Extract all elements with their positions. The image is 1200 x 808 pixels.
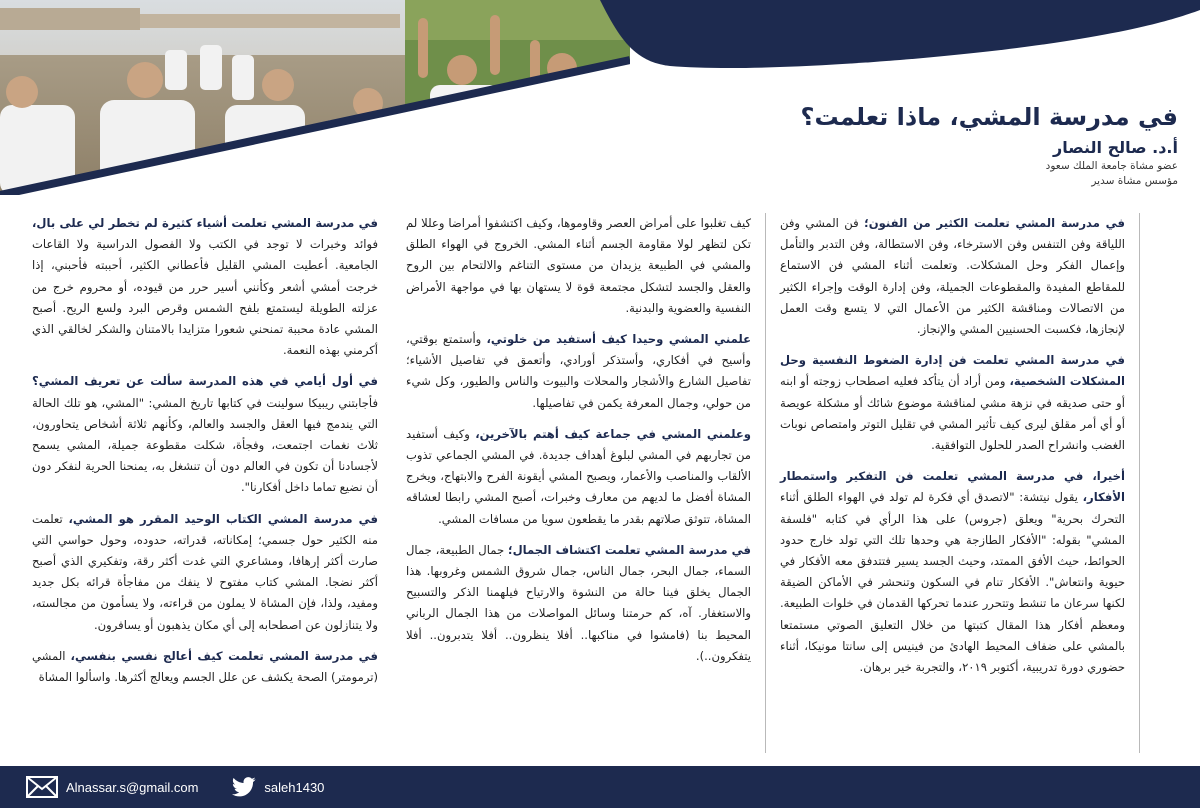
paragraph-text: تعلمت منه الكثير حول جسمي؛ إمكاناته، قدراته، حدوده، وحول حواسي التي صارت أكثر إرهافا، ومشاعري التي غدت أكثر رقة، وتفكيري الذي أصبح أكثر نضجا. المشي كتاب مفتوح لا ينفك من مفاجأة قرائه بكل جديد ومفيد، ولذا، فإن المشاة لا يملون من قراءته، ولا يسأمون من مجالسته، ولا يتنازلون عن اصطحابه إلى أي مكان يذهبون أو يسافرون. (32, 511, 378, 632)
paragraph-lead: في مدرسة المشي تعلمت كيف أعالج نفسي بنفسي، (70, 648, 378, 663)
footer-bar (0, 766, 1200, 808)
paragraph (406, 329, 751, 414)
paragraph (780, 213, 1125, 340)
paragraph (32, 371, 378, 498)
footer-email[interactable] (26, 776, 198, 798)
paragraph (406, 540, 751, 667)
paragraph (32, 646, 378, 688)
article-columns (18, 213, 1182, 753)
paragraph-text: وأستمتع بوقتي، وأسيح في أفكاري، وأستذكر أورادي، وأتعمق في تفاصيل الأشياء؛ تفاصيل الشارع والأشجار والمحلات والبيوت والناس والطيور، وكل شيء من حولي، وجمال المعرفة يكمن في تفاصيلها. (406, 332, 751, 410)
paragraph-lead: علمني المشي وحيدا كيف أستفيد من خلوتي، (486, 332, 751, 347)
paragraph-lead: في مدرسة المشي تعلمت أشياء كثيرة لم تخطر لي على بال، (32, 216, 378, 230)
column-left (766, 213, 1140, 753)
footer-twitter[interactable] (232, 777, 324, 797)
column-right (18, 213, 392, 753)
author-affiliation-2: مؤسس مشاة سدير (1091, 175, 1178, 187)
paragraph-text: وكيف أستفيد من تجاربهم في المشي لبلوغ أهداف جديدة. في المشي الجماعي تذوب الألقاب والمناصب والأعمار، ويصبح المشي أيقونة الفرح والابتهاج، ويخرج المشاة أفضل ما لديهم من معارف وخبرات، أصبح المشي رابطا لعشاقه المشاة، تتوثق صلاتهم بقدر ما يقطعون سويا من مسافات المشي. (406, 426, 751, 526)
paragraph-lead: في مدرسة المشي تعلمت فن إدارة الضغوط النفسية وحل المشكلات الشخصية، (780, 353, 1126, 389)
paragraph-lead: في أول أيامي في هذه المدرسة سألت عن تعريف المشي؟ (32, 374, 378, 389)
twitter-handle[interactable]: saleh1430 (264, 779, 325, 795)
paragraph-text: ومن أراد أن يتأكد فعليه اصطحاب زوجته أو ابنه أو حتى صديقه في نزهة مشي لمناقشة موضوع شائك أو مشكلة عويصة أو أي أمر مقلق ليرى كيف تأثير المشي في تقليل التوتر وامتصاص نوبات الغضب وانشراح الصدر للحلول التوافقية. (780, 374, 1125, 453)
paragraph-text: المشي (ترمومتر) الصحة يكشف عن علل الجسم ويعالج أكثرها. واسألوا المشاة (32, 648, 378, 685)
paragraph-lead: في مدرسة المشي الكتاب الوحيد المقرر هو المشي، (68, 511, 378, 526)
author-affiliation-1: عضو مشاة جامعة الملك سعود (1045, 160, 1178, 172)
paragraph (406, 213, 751, 319)
email-text[interactable]: Alnassar.s@gmail.com (66, 779, 199, 795)
header-photo (0, 0, 630, 195)
paragraph (32, 213, 378, 361)
paragraph-text: فوائد وخبرات لا توجد في الكتب ولا الفصول الدراسية ولا القاعات الجامعية. أعطيت المشي القليل فأعطاني الكثير، أحببته فأحبني، إذا خرجت أمشي أشعر وكأنني أسير حرر من قيوده، أو محروم خرج من عزلته الطويلة ليستمتع بلفح الشمس وقرص البرد ولسع الريح. أصبح المشي عادة محببة تمنحني شعورا متزايدا بالامتنان والشكر لخالقي الذي أكرمني بهذه النعمة. (32, 237, 378, 358)
paragraph-lead: وعلمني المشي في جماعة كيف أهتم بالآخرين، (475, 426, 751, 441)
paragraph (406, 424, 751, 530)
author-name: أ.د. صالح النصار (1052, 138, 1178, 157)
paragraph (32, 509, 378, 636)
twitter-bird-icon (232, 777, 256, 797)
title-block (658, 100, 1178, 189)
envelope-icon (26, 776, 58, 798)
paragraph-lead: في مدرسة المشي تعلمت اكتشاف الجمال؛ (507, 542, 751, 557)
paragraph-lead: أخيرا، في مدرسة المشي تعلمت فن التفكير واستمطار الأفكار، (780, 469, 1125, 505)
paragraph-lead: في مدرسة المشي تعلمت الكثير من الفنون؛ (864, 216, 1125, 230)
paragraph-text: فأجابتني ريبيكا سولينت في كتابها تاريخ المشي: "المشي، هو تلك الحالة التي يندمج فيها العقل والجسد والعالم، وكأنهم ثلاثة أشخاص يتحاورون، ثلاث نغمات اجتمعت، وفجأة، شكلت مقطوعة جميلة، المشي يسمح لأجسادنا أن تكون في العالم دون أن تنشغل به، يمنحنا الحرية لنفكر دون أن نضيع تماما داخل أفكارنا". (32, 395, 378, 495)
article-title: في مدرسة المشي، ماذا تعلمت؟ (800, 103, 1178, 131)
header-banner-shape (600, 0, 1200, 80)
paragraph-text: جمال الطبيعة، جمال السماء، جمال البحر، جمال الناس، جمال شروق الشمس وغروبها. هذا الجمال يخلق فينا حالة من النشوة والارتياح فيلهمنا الذكر والتسبيح والاستغفار. آه، كم حرمتنا وسائل المواصلات من هذا الجمال الرباني المحيط بنا (فامشوا في مناكبها.. أفلا ينظرون.. أفلا يتدبرون.. أفلا يتفكرون..). (406, 542, 751, 663)
paragraph (780, 466, 1125, 678)
paragraph-text: يقول نيتشة: "لاتصدق أي فكرة لم تولد في الهواء الطلق أثناء التحرك بحرية" ويعلق (جروس) على هذا الرأي في كتابه "فلسفة المشي" بقوله: "الأفكار الطازجة هي وحدها تلك التي تولد خارج حدود الحوائط، حيث الأفق الممتد، وحيث الجسد يسير فتتدفق معه الأفكار في حيوية وانتعاش". الأفكار تنام في السكون وتنحشر في الأماكن الضيقة لكنها سرعان ما تنشط وتتحرر عندما تحركها القدمان في خلوات الطبيعة. ومعظم أفكار هذا المقال كتبتها من خلال التعليق الصوتي مستمتعا بالمشي على ضفاف المحيط الهادئ من فينيس إلى سانتا مونيكا، أثناء حضوري دورة تدريبية، أكتوبر ٢٠١٩، والتجربة خير برهان. (780, 490, 1125, 675)
paragraph-text: كيف تغلبوا على أمراض العصر وقاوموها، وكيف اكتشفوا أمراضا وعللا لم تكن لتظهر لولا مقاومة الجسم أثناء المشي. الخروج في الهواء الطلق والمشي في الطبيعة يزيدان من مستوى التناغم والالتحام بين الروح والعقل والجسد لتشكل مجتمعة قوة لا يستهان بها في مواجهة الأمراض النفسية والعضوية والبدنية. (406, 216, 751, 315)
paragraph-text: فن المشي وفن اللياقة وفن التنفس وفن الاسترخاء، وفن الاستطالة، وفن التدبر والتأمل وإعمال الفكر وحل المشكلات. وتعلمت أثناء المشي فن الاستماع للمقاطع المفيدة والمقطوعات الجميلة، وفن إدارة الوقت وإجراء الكثير من الاتصالات ومناقشة الكثير من الأعمال التي لا يتسع وقت العمل لإنجازها، فكسبت الحسنيين المشي والإنجاز. (780, 216, 1125, 337)
column-middle (392, 213, 766, 753)
paragraph (780, 350, 1125, 456)
